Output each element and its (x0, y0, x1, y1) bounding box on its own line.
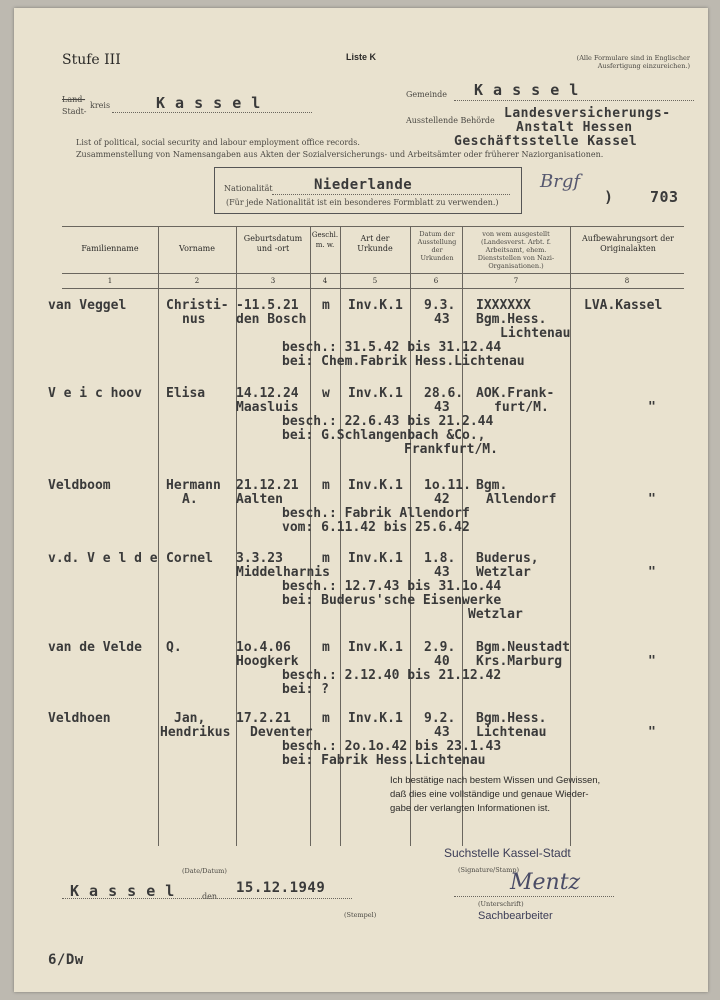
row-datum-2: 43 (434, 565, 450, 580)
handwritten-note: Brgf (540, 171, 581, 192)
row-familienname: van de Velde (48, 640, 142, 655)
nationality-line (272, 194, 510, 195)
row-bei: bei: Fabrik Hess.Lichtenau (282, 753, 486, 768)
row-vorname: Christi- (166, 298, 229, 313)
row-geschlecht: m (322, 478, 330, 493)
col-header-von: von wem ausgestellt (Landesverst. Arbt. f. Arbeitsamt, ehem. Dienststellen von Nazi-Organisationen.) (477, 230, 555, 270)
row-von-2: Lichtenau (476, 725, 547, 740)
english-title: List of political, social security and labour employment office records. (76, 138, 360, 147)
row-geschlecht: m (322, 298, 330, 313)
col-divider-7 (570, 226, 571, 846)
row-aufbewahrungsort: " (648, 492, 656, 507)
col-num-2: 2 (194, 277, 200, 285)
row-von: AOK.Frank- (476, 386, 555, 401)
row-geburtsort: Aalten (236, 492, 283, 507)
row-von: IXXXXXX (476, 298, 531, 313)
row-vorname: Hermann (166, 478, 221, 493)
nationality-label: Nationalität (224, 184, 273, 193)
row-datum-2: 40 (434, 654, 450, 669)
row-art: Inv.K.1 (348, 478, 403, 493)
gemeinde-value: K a s s e l (474, 81, 579, 99)
date-label: (Date/Datum) (182, 867, 227, 875)
row-familienname: van Veggel (48, 298, 127, 313)
footer-date: 15.12.1949 (236, 880, 326, 896)
german-title: Zusammenstellung von Namensangaben aus Akten der Sozialversicherungs- und Arbeitsämter oder früherer Naziorganisationen. (76, 150, 604, 159)
row-von: Bgm.Hess. (476, 711, 547, 726)
kreis-line (112, 112, 312, 113)
row-familienname: Veldboom (48, 478, 111, 493)
signature-line (454, 896, 614, 897)
row-geschlecht: w (322, 386, 330, 401)
table-top-border (62, 226, 684, 227)
col-divider-1 (158, 226, 159, 846)
stufe-label: Stufe III (62, 52, 121, 68)
col-header-ort: Aufbewahrungsort der Originalakten (582, 234, 674, 253)
row-datum: 9.3. (424, 298, 456, 313)
row-bei-extra: Frankfurt/M. (404, 442, 498, 457)
row-geburtsort: Middelharnis (236, 565, 330, 580)
certification-line1: Ich bestätige nach bestem Wissen und Gewissen, (390, 775, 601, 786)
col-num-4: 4 (322, 277, 328, 285)
behoerde-line3: Geschäftsstelle Kassel (454, 134, 638, 149)
col-num-6: 6 (433, 277, 439, 285)
row-beschaeftigt: besch.: 22.6.43 bis 21.2.44 (282, 414, 494, 429)
row-von-2: Krs.Marburg (476, 654, 563, 669)
row-aufbewahrungsort: " (648, 654, 656, 669)
row-geburtsdatum: 14.12.24 (236, 386, 299, 401)
row-datum: 9.2. (424, 711, 456, 726)
document-number: 703 (650, 188, 679, 206)
col-header-geschlecht: Geschl. m. w. (311, 231, 339, 249)
nationality-note: (Für jede Nationalität ist ein besonderes Formblatt zu verwenden.) (226, 198, 499, 207)
col-num-5: 5 (372, 277, 378, 285)
row-von: Buderus, (476, 551, 539, 566)
row-geburtsort: Maasluis (236, 400, 299, 415)
row-von: Bgm.Neustadt (476, 640, 570, 655)
row-von-2: Allendorf (486, 492, 557, 507)
gemeinde-line (454, 100, 694, 101)
row-art: Inv.K.1 (348, 298, 403, 313)
row-geburtsdatum: -11.5.21 (236, 298, 299, 313)
row-von-3: Lichtenau (500, 326, 571, 341)
row-datum: 2.9. (424, 640, 456, 655)
col-header-datum: Datum der Ausstellung der Urkunden (417, 230, 457, 262)
reference-code: 6/Dw (48, 952, 84, 968)
row-bei-extra: Wetzlar (468, 607, 523, 622)
row-art: Inv.K.1 (348, 640, 403, 655)
row-vorname-2: Hendrikus (160, 725, 231, 740)
row-datum-2: 42 (434, 492, 450, 507)
unterschrift-label: (Unterschrift) (478, 900, 524, 908)
row-beschaeftigt: besch.: 2o.1o.42 bis 23.1.43 (282, 739, 502, 754)
row-datum-2: 43 (434, 725, 450, 740)
col-num-7: 7 (513, 277, 519, 285)
footer-city: K a s s e l (70, 882, 175, 900)
row-geschlecht: m (322, 551, 330, 566)
row-von-2: Wetzlar (476, 565, 531, 580)
row-vorname: Elisa (166, 386, 206, 401)
row-von-2: Bgm.Hess. (476, 312, 547, 327)
den-label: den (202, 892, 218, 901)
row-art: Inv.K.1 (348, 386, 403, 401)
row-familienname: Veldhoen (48, 711, 111, 726)
date-line (62, 898, 352, 899)
col-header-geburt: Geburtsdatum und -ort (243, 234, 303, 253)
row-geburtsdatum: 3.3.23 (236, 551, 283, 566)
stempel-label: (Stempel) (344, 911, 377, 919)
row-aufbewahrungsort: " (648, 725, 656, 740)
row-bei: bei: Chem.Fabrik Hess.Lichtenau (282, 354, 525, 369)
row-beschaeftigt: besch.: 31.5.42 bis 31.12.44 (282, 340, 502, 355)
row-geburtsort: den Bosch (236, 312, 307, 327)
row-vorname-2: nus (182, 312, 206, 327)
row-datum: 1o.11. (424, 478, 471, 493)
behoerde-line2: Anstalt Hessen (516, 120, 633, 135)
row-bei: bei: Buderus'sche Eisenwerke (282, 593, 502, 608)
stadt-label: Stadt- (62, 107, 87, 116)
kreis-value: K a s s e l (156, 94, 261, 112)
row-aufbewahrungsort: " (648, 400, 656, 415)
row-vorname: Cornel (166, 551, 213, 566)
row-beschaeftigt: besch.: 12.7.43 bis 31.1o.44 (282, 579, 502, 594)
col-num-8: 8 (624, 277, 630, 285)
row-aufbewahrungsort: LVA.Kassel (584, 298, 663, 313)
row-datum: 28.6. (424, 386, 464, 401)
row-familienname: V e i c hoov (48, 386, 142, 401)
paren-mark: ) (604, 188, 614, 206)
stamp-office: Suchstelle Kassel-Stadt (444, 846, 571, 860)
row-von: Bgm. (476, 478, 508, 493)
behoerde-label: Ausstellende Behörde (406, 116, 495, 125)
document-sheet (14, 8, 708, 992)
row-beschaeftigt: besch.: 2.12.40 bis 21.12.42 (282, 668, 502, 683)
row-geburtsdatum: 21.12.21 (236, 478, 299, 493)
col-num-3: 3 (270, 277, 276, 285)
signature-label: (Signature/Stamp) (458, 866, 520, 874)
gemeinde-label: Gemeinde (406, 90, 448, 99)
nationality-value: Niederlande (314, 177, 413, 193)
table-numbers-border (62, 288, 684, 289)
col-header-art: Art der Urkunde (357, 234, 393, 253)
table-header-border (62, 273, 684, 274)
row-aufbewahrungsort: " (648, 565, 656, 580)
row-art: Inv.K.1 (348, 711, 403, 726)
row-bei: bei: ? (282, 682, 329, 697)
certification-line3: gabe der verlangten Informationen ist. (390, 803, 551, 814)
row-vorname-2: A. (182, 492, 198, 507)
role-stamp: Sachbearbeiter (478, 910, 553, 922)
row-bei: vom: 6.11.42 bis 25.6.42 (282, 520, 470, 535)
row-datum-2: 43 (434, 312, 450, 327)
form-note: (Alle Formulare sind in Englischer Ausfertigung einzureichen.) (576, 54, 690, 70)
row-geschlecht: m (322, 711, 330, 726)
row-geburtsdatum: 1o.4.06 (236, 640, 291, 655)
behoerde-line1: Landesversicherungs- (504, 106, 671, 121)
certification-line2: daß dies eine vollständige und genaue Wieder- (390, 789, 589, 800)
col-header-familienname: Familienname (81, 244, 139, 253)
col-num-1: 1 (107, 277, 113, 285)
handwritten-signature: Mentz (510, 870, 581, 895)
liste-label: Liste K (346, 52, 377, 62)
row-datum-2: 43 (434, 400, 450, 415)
row-bei: bei: G.Schlangenbach &Co., (282, 428, 486, 443)
row-datum: 1.8. (424, 551, 456, 566)
row-geburtsort: Deventer (250, 725, 313, 740)
col-header-vorname: Vorname (179, 244, 215, 253)
row-vorname: Q. (166, 640, 182, 655)
row-von-2: furt/M. (494, 400, 549, 415)
row-geburtsdatum: 17.2.21 (236, 711, 291, 726)
row-art: Inv.K.1 (348, 551, 403, 566)
row-beschaeftigt: besch.: Fabrik Allendorf (282, 506, 470, 521)
row-geschlecht: m (322, 640, 330, 655)
row-familienname: v.d. V e l d e (48, 551, 158, 566)
land-label: Land- (62, 95, 86, 104)
kreis-label: kreis (90, 101, 111, 110)
row-geburtsort: Hoogkerk (236, 654, 299, 669)
row-vorname: Jan, (174, 711, 206, 726)
